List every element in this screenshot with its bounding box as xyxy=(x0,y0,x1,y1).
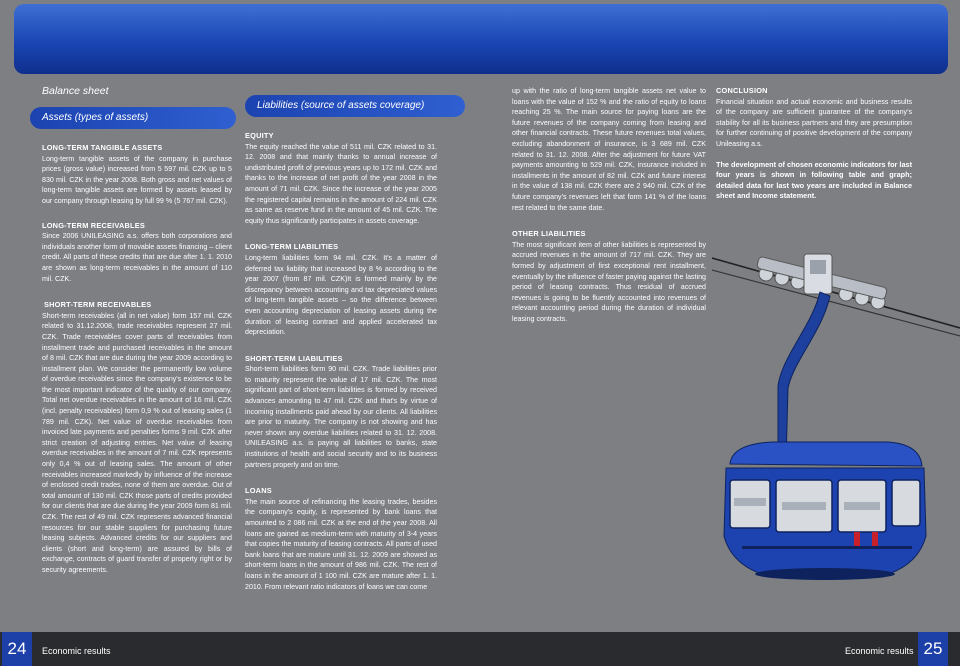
assets-column xyxy=(42,143,232,576)
other-liabilities-heading: OTHER LIABILITIES xyxy=(512,229,586,239)
loans-heading: LOANS xyxy=(245,486,272,496)
loans-continuation: up with the ratio of long-term tangible assets net value to loans with the value of 152 % and the ratio of equity to loans reaching 25 %. The main source for paying loans are the future revenues of the company coming from leasing and other financial contracts. These future revenues total values, excluding abandonment of insurance, is 3 689 mil. CZK related to 31. 12. 2008. After the adjustment for future VAT payments amounting to 529 mil. CZK, insurance included in installments in the amount of 82 mil. CZK and future interest in the value of 138 mil. CZK there are 2 940 mil. CZK of the future company's revenues left that form 141 % of the loans rest related to the same date. xyxy=(512,87,706,212)
conclusion-column xyxy=(716,86,912,202)
top-banner xyxy=(14,4,948,74)
footer-label-left: Economic results xyxy=(42,646,111,656)
conclusion-heading: CONCLUSION xyxy=(716,86,768,95)
ltta-heading: LONG-TERM TANGIBLE ASSETS xyxy=(42,143,163,152)
page-number-right: 25 xyxy=(918,632,948,666)
str-body: Short-term receivables (all in net value) form 157 mil. CZK related to 31.12.2008, trade receivables represent 27 mil. CZK. Trade receivables cover parts of receivables from installment trade and purchased receivables in the amount of 8 mil. CZK that are due during the year 2009 according to installment plan. We consider the permanently low volume of overdue receivables since the company's existence to be the most important indicator of the quality of our company. Total net overdue receivables in the amount of 16 mil. CZK (incl. penalty receivables) form 0,9 % out of leasing sales (1 789 mil. CZK). Net value of overdue receivables from invoiced late payments and penalties forms 9 mil. CZK after strict creation of adjusting entries. Net value of leasing overdue receivables in the amount of 7 mil. CZK represents only 0,4 % out of leasing sales. The amount of other receivables increased markedly by influence of the increase of enclosed credit trades, none of them are overdue. Out of total amount of 130 mil. CZK those parts of credits provided for our clients that are due during the year 2009 form 81 mil. CZK. The rest of 49 mil. CZK represents advanced financial resources for our stable suppliers for purchasing future leasing subjects. Advanced credits for our suppliers and clients (short and long-term) are assured by bills of exchange, contracts of guard transfer of property right or by security agreements. xyxy=(42,311,232,574)
stl-body: Short-term liabilities form 90 mil. CZK. Trade liabilities prior to maturity represent the value of 17 mil. CZK. The most significant part of short-term liabilities is formed by received advances amounting to 47 mil. CZK and that's by virtue of incoming installments paid ahead by our clients. All liabilities are prior to maturity. The company is not showing and has never shown any overdue liabilities related to 31. 12. 2008. UNILEASING a.s. is paying all liabilities to banks, state institutions of health and social security and to its business partners properly and on time. xyxy=(245,365,437,469)
gondola-cable-car-icon xyxy=(712,236,960,632)
ltta-body: Long-term tangible assets of the company in purchase prices (gross value) increased from 5 597 mil. CZK up to 5 830 mil. CZK in the year 2008. Both gross and net values of long-term tangible assets are formed by assets leased by our company through leasing by full 99 % (5 767 mil. CZK). xyxy=(42,154,232,205)
equity-heading: EQUITY xyxy=(245,131,274,140)
liabilities-column xyxy=(245,131,437,592)
section-title: Balance sheet xyxy=(42,85,109,97)
str-heading: SHORT-TERM RECEIVABLES xyxy=(44,300,152,310)
equity-body: The equity reached the value of 511 mil. CZK related to 31. 12. 2008 and that mainly thanks to annual increase of undistributed profit of previous years up to 172 mil. CZK and thanks to the increase of net profit of the year 2008 in the amount of 71 mil. CZK. Since the increase of the year 2005 the registered capital remains in the amount of 224 mil. CZK as same as reserve fund in the amount of 45 mil. CZK. The equity thus significantly participates in assets coverage. xyxy=(245,142,437,225)
gondola-photo xyxy=(712,236,960,632)
footer-label-right: Economic results xyxy=(845,646,914,656)
conclusion-bold: The development of chosen economic indicators for last four years is shown in following table and graph; detailed data for last two years are included in Balance sheet and Income statement. xyxy=(716,159,912,201)
ltr-body: Since 2006 UNILEASING a.s. offers both corporations and individuals another form of movable assets financing – client credit. All parts of these credits that are due after 1. 1. 2010 are shown as long-term receivables in the amount of 110 mil. CZK. xyxy=(42,232,232,283)
ltr-heading: LONG-TERM RECEIVABLES xyxy=(42,220,146,230)
other-liabilities-body: The most significant item of other liabilities is represented by accrued revenues in the amount of 717 mil. CZK. They are formed by adjustment of first exceptional rent installment, eventually by the influence of faster paying against the lasting period of leasing contracts. Thus residual of accrued revenues is going to be fluently accounted into revenues of relevant accounting period during the duration of individual leasing contracts. xyxy=(512,240,706,323)
assets-title-pill: Assets (types of assets) xyxy=(30,107,236,129)
conclusion-body: Financial situation and actual economic and business results of the company are sufficient guarantee of the company's stability for all its business partners and they are presumption for further continuing of positive development of the company Unileasing a.s. xyxy=(716,97,912,148)
ltl-body: Long-term liabilities form 94 mil. CZK. It's a matter of deferred tax liability that increased by 8 % according to the year 2007 (from 87 mil. CZK)It is formed mainly by the discrepancy between accounting and tax depreciated values of long-term tangible assets – so the difference between even accounting depreciation of leasing assets during the duration of leasing contract and applied accelerated tax depreciation. xyxy=(245,253,437,337)
right-column-1 xyxy=(512,86,706,324)
stl-heading: SHORT-TERM LIABILITIES xyxy=(245,353,343,363)
liabilities-title-pill: Liabilities (source of assets coverage) xyxy=(245,95,465,117)
page-number-left: 24 xyxy=(2,632,32,666)
ltl-heading: LONG-TERM LIABILITIES xyxy=(245,242,339,252)
loans-body: The main source of refinancing the leasing trades, besides the company's equity, is represented by bank loans that amounted to 2 086 mil. CZK at the end of the year 2008. All loans are gained as medium-term with maturity of 3-4 years that copies the maturity of leasing contracts. All parts of used bank loans that are mature until 31. 12. 2009 are showed as short-term loans in the amount of 986 mil. CZK. The rest of loans in the amount of 1 100 mil. CZK are mature after 1. 1. 2010. From relevant ratio indicators of loans we can come xyxy=(245,497,437,591)
